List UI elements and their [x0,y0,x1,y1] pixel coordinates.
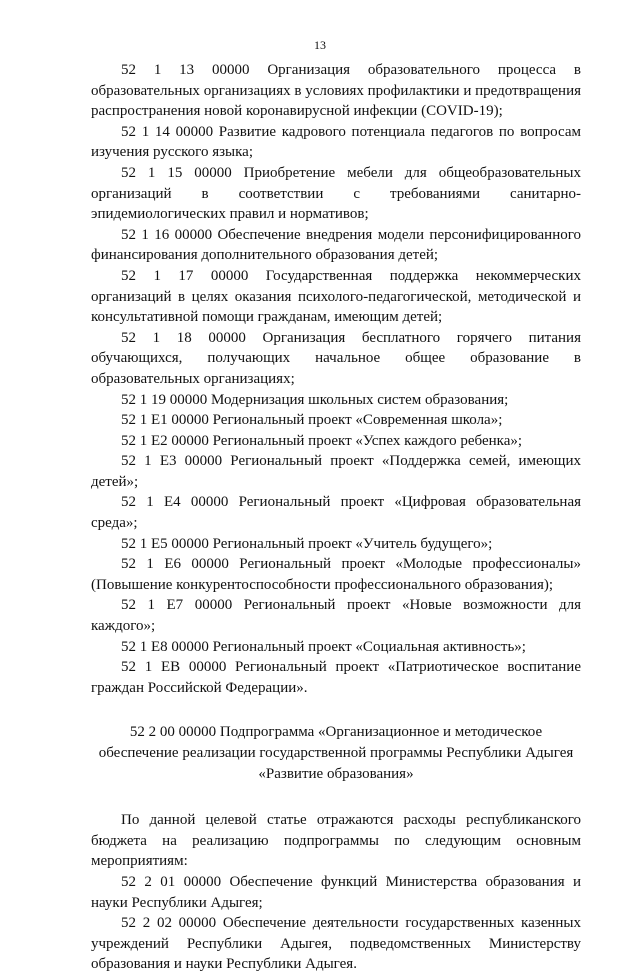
paragraph: 52 1 E2 00000 Региональный проект «Успех каждого ребенка»; [121,432,523,449]
paragraph: 52 1 E6 00000 Региональный проект «Молодые профессионалы» (Повышение конкурентоспособности профессионального образования); [91,556,581,593]
paragraph: 52 1 19 00000 Модернизация школьных систем образования; [121,391,509,408]
paragraph: 52 1 16 00000 Обеспечение внедрения модели персонифицированного финансирования дополнительного образования детей; [91,226,581,264]
paragraph: 52 1 E3 00000 Региональный проект «Поддержка семей, имеющих детей»; [91,453,581,490]
page-number: 13 [314,38,326,52]
heading-line: «Развитие образования» [258,765,414,782]
paragraph: 52 1 E8 00000 Региональный проект «Социальная активность»; [121,638,526,655]
paragraph: 52 1 18 00000 Организация бесплатного горячего питания обучающихся, получающих начальное общее образование в образовательных организациях; [91,329,581,387]
heading-line: обеспечение реализации государственной программы Республики Адыгея [98,745,574,761]
paragraph: 52 1 15 00000 Приобретение мебели для общеобразовательных организаций в соответствии с требованиями санитарно-эпидемиологических правил и нормативов; [91,164,581,223]
paragraph: 52 1 E1 00000 Региональный проект «Современная школа»; [121,412,503,429]
paragraph: 52 2 02 00000 Обеспечение деятельности государственных казенных учреждений Республики Адыгея, подведомственных Министерству образования и науки Республики Адыгея. [91,915,581,973]
paragraph: 52 1 14 00000 Развитие кадрового потенциала педагогов по вопросам изучения русского языка; [91,123,581,161]
paragraph: 52 1 17 00000 Государственная поддержка некоммерческих организаций в целях оказания психолого-педагогической, методической и консультативной помощи гражданам, имеющим детей; [91,267,581,326]
paragraph: 52 1 EB 00000 Региональный проект «Патриотическое воспитание граждан Российской Федерации». [91,659,581,696]
paragraph: 52 1 E5 00000 Региональный проект «Учитель будущего»; [121,535,493,552]
paragraph: 52 1 13 00000 Организация образовательного процесса в образовательных организациях в условиях профилактики и предотвращения распространения новой коронавирусной инфекции (COVID-19); [91,62,581,120]
heading-line: 52 2 00 00000 Подпрограмма «Организационное и методическое [129,724,543,741]
paragraph: 52 1 E4 00000 Региональный проект «Цифровая образовательная среда»; [91,494,581,532]
subprogram-heading [91,722,581,784]
paragraph: 52 1 E7 00000 Региональный проект «Новые возможности для каждого»; [91,597,581,635]
intro-paragraph: По данной целевой статье отражаются расходы республиканского бюджета на реализацию подпрограммы по следующим основным мероприятиям: [91,812,581,870]
paragraph: 52 2 01 00000 Обеспечение функций Министерства образования и науки Республики Адыгея; [91,873,581,911]
document-body [91,60,581,975]
